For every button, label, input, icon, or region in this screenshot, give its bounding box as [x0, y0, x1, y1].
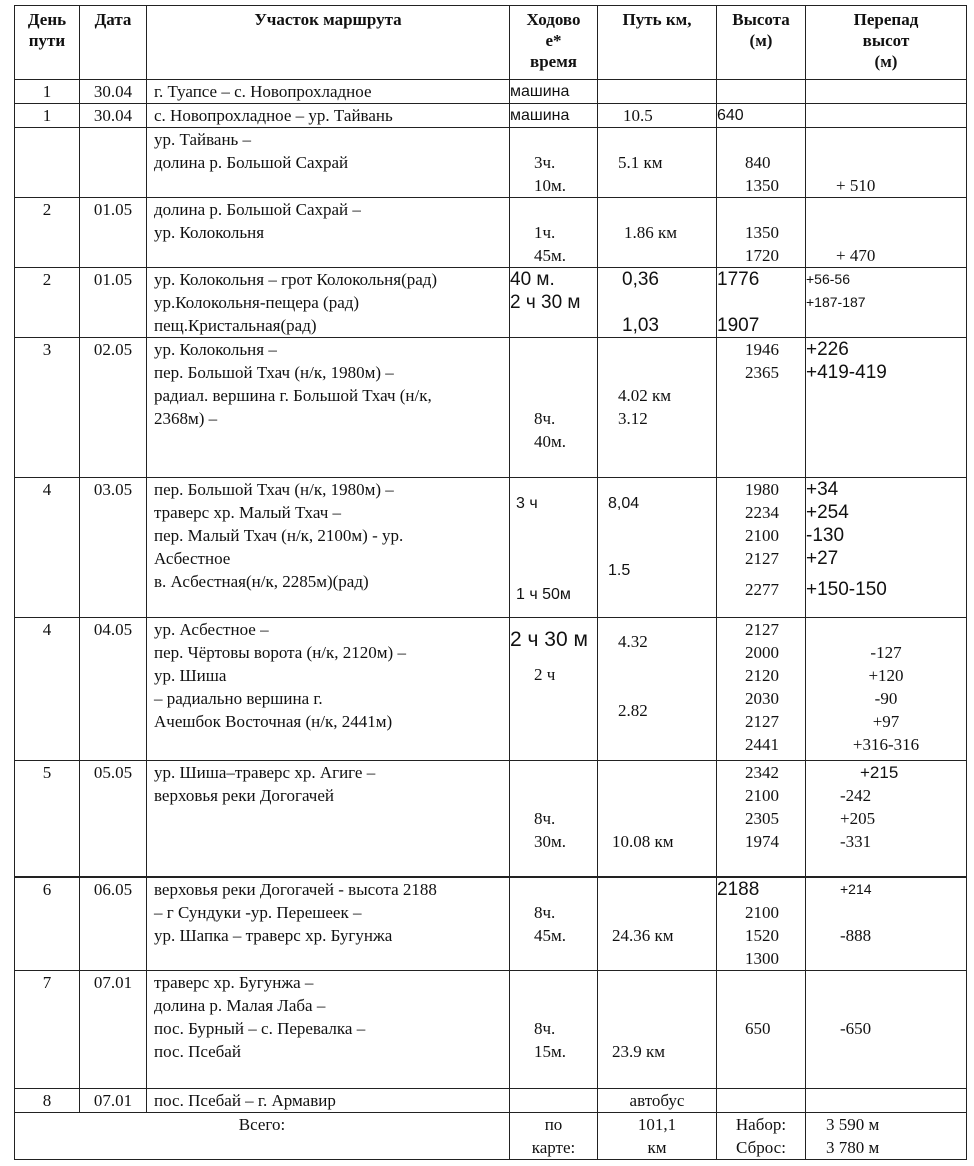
table-row [15, 128, 967, 198]
diff-cell: +214 -888 [806, 877, 967, 971]
header-height-diff: Перепад высот (м) [806, 6, 967, 80]
day-cell: 2 [15, 198, 80, 268]
table-row [15, 1088, 967, 1112]
day-cell: 4 [15, 478, 80, 618]
time-cell: машина [510, 104, 598, 128]
total-time: по карте: [510, 1112, 598, 1159]
header-date: Дата [80, 6, 147, 80]
header-height: Высота (м) [717, 6, 806, 80]
table-row [15, 970, 967, 1088]
table-row [15, 761, 967, 877]
distance-cell: автобус [598, 1088, 717, 1112]
day-cell: 3 [15, 338, 80, 478]
table-row [15, 877, 967, 971]
distance-cell: 5.1 км [598, 128, 717, 198]
time-cell: 8ч. 45м. [510, 877, 598, 971]
height-cell: 2188 2100 1520 1300 [717, 877, 806, 971]
total-height: Набор: Сброс: [717, 1112, 806, 1159]
day-cell: 5 [15, 761, 80, 877]
date-cell: 01.05 [80, 268, 147, 338]
date-cell: 30.04 [80, 104, 147, 128]
diff-cell: + 470 [806, 198, 967, 268]
diff-cell: +56-56 +187-187 [806, 268, 967, 338]
day-cell: 7 [15, 970, 80, 1088]
route-cell: с. Новопрохладное – ур. Тайвань [147, 104, 510, 128]
table-row [15, 268, 967, 338]
route-cell: пос. Псебай – г. Армавир [147, 1088, 510, 1112]
height-cell: 2342 2100 2305 1974 [717, 761, 806, 877]
height-cell: 1776 1907 [717, 268, 806, 338]
date-cell: 07.01 [80, 1088, 147, 1112]
day-cell: 1 [15, 80, 80, 104]
diff-cell: +215 -242 +205 -331 [806, 761, 967, 877]
time-cell: 8ч. 30м. [510, 761, 598, 877]
table-row [15, 80, 967, 104]
date-cell: 02.05 [80, 338, 147, 478]
diff-cell [806, 1088, 967, 1112]
day-cell: 8 [15, 1088, 80, 1112]
header-day: День пути [15, 6, 80, 80]
date-cell: 30.04 [80, 80, 147, 104]
date-cell: 04.05 [80, 618, 147, 761]
date-cell: 01.05 [80, 198, 147, 268]
total-diff: 3 590 м 3 780 м [806, 1112, 967, 1159]
day-cell: 4 [15, 618, 80, 761]
height-cell: 2127 2000 2120 2030 2127 2441 [717, 618, 806, 761]
diff-cell: + 510 [806, 128, 967, 198]
day-cell: 1 [15, 104, 80, 128]
header-row [15, 6, 967, 80]
table-row [15, 618, 967, 761]
total-distance: 101,1 км [598, 1112, 717, 1159]
distance-cell: 24.36 км [598, 877, 717, 971]
route-cell: ур. Колокольня – грот Колокольня(рад) ур.Колокольня-пещера (рад) пещ.Кристальная(рад) [147, 268, 510, 338]
table-row [15, 198, 967, 268]
distance-cell: 10.5 [598, 104, 717, 128]
distance-cell: 10.08 км [598, 761, 717, 877]
time-cell: 1ч. 45м. [510, 198, 598, 268]
height-cell: 1946 2365 [717, 338, 806, 478]
diff-cell [806, 104, 967, 128]
date-cell: 07.01 [80, 970, 147, 1088]
date-cell: 06.05 [80, 877, 147, 971]
route-cell: пер. Большой Тхач (н/к, 1980м) – траверс хр. Малый Тхач – пер. Малый Тхач (н/к, 2100м) - ур. Асбестное в. Асбестная(н/к, 2285м)(рад) [147, 478, 510, 618]
table-row [15, 104, 967, 128]
time-cell [510, 1088, 598, 1112]
day-cell: 6 [15, 877, 80, 971]
time-cell: машина [510, 80, 598, 104]
time-cell: 40 м. 2 ч 30 м [510, 268, 598, 338]
height-cell [717, 80, 806, 104]
height-cell: 1980 2234 2100 2127 2277 [717, 478, 806, 618]
total-row [15, 1112, 967, 1159]
route-cell: г. Туапсе – с. Новопрохладное [147, 80, 510, 104]
day-cell [15, 128, 80, 198]
time-cell: 3ч. 10м. [510, 128, 598, 198]
distance-cell: 1.86 км [598, 198, 717, 268]
diff-cell [806, 80, 967, 104]
route-cell: ур. Колокольня – пер. Большой Тхач (н/к, 1980м) – радиал. вершина г. Большой Тхач (н/к, 2368м) – [147, 338, 510, 478]
table-row [15, 478, 967, 618]
height-cell: 1350 1720 [717, 198, 806, 268]
distance-cell [598, 80, 717, 104]
route-cell: ур. Тайвань – долина р. Большой Сахрай [147, 128, 510, 198]
route-cell: верховья реки Догогачей - высота 2188 – г Сундуки -ур. Перешеек – ур. Шапка – траверс хр. Бугунжа [147, 877, 510, 971]
diff-cell: +34 +254 -130 +27 +150-150 [806, 478, 967, 618]
route-cell: долина р. Большой Сахрай – ур. Колокольня [147, 198, 510, 268]
height-cell: 650 [717, 970, 806, 1088]
diff-cell: +226 +419-419 [806, 338, 967, 478]
date-cell [80, 128, 147, 198]
route-cell: ур. Асбестное – пер. Чёртовы ворота (н/к, 2120м) – ур. Шиша – радиально вершина г. Ачешбок Восточная (н/к, 2441м) [147, 618, 510, 761]
header-time: Ходово е* время [510, 6, 598, 80]
header-distance: Путь км, [598, 6, 717, 80]
diff-cell: -650 [806, 970, 967, 1088]
diff-cell: -127 +120 -90 +97 +316-316 [806, 618, 967, 761]
time-cell: 3 ч 1 ч 50м [510, 478, 598, 618]
distance-cell: 4.02 км 3.12 [598, 338, 717, 478]
route-cell: траверс хр. Бугунжа – долина р. Малая Лаба – пос. Бурный – с. Перевалка – пос. Псебай [147, 970, 510, 1088]
height-cell: 640 [717, 104, 806, 128]
header-route: Участок маршрута [147, 6, 510, 80]
table-row [15, 338, 967, 478]
route-cell: ур. Шиша–траверс хр. Агиге – верховья реки Догогачей [147, 761, 510, 877]
height-cell [717, 1088, 806, 1112]
distance-cell: 0,36 1,03 [598, 268, 717, 338]
route-table [14, 5, 967, 1160]
total-label: Всего: [15, 1112, 510, 1159]
date-cell: 05.05 [80, 761, 147, 877]
date-cell: 03.05 [80, 478, 147, 618]
distance-cell: 8,04 1.5 [598, 478, 717, 618]
distance-cell: 4.32 2.82 [598, 618, 717, 761]
time-cell: 8ч. 40м. [510, 338, 598, 478]
distance-cell: 23.9 км [598, 970, 717, 1088]
height-cell: 840 1350 [717, 128, 806, 198]
time-cell: 8ч. 15м. [510, 970, 598, 1088]
day-cell: 2 [15, 268, 80, 338]
time-cell: 2 ч 30 м 2 ч [510, 618, 598, 761]
